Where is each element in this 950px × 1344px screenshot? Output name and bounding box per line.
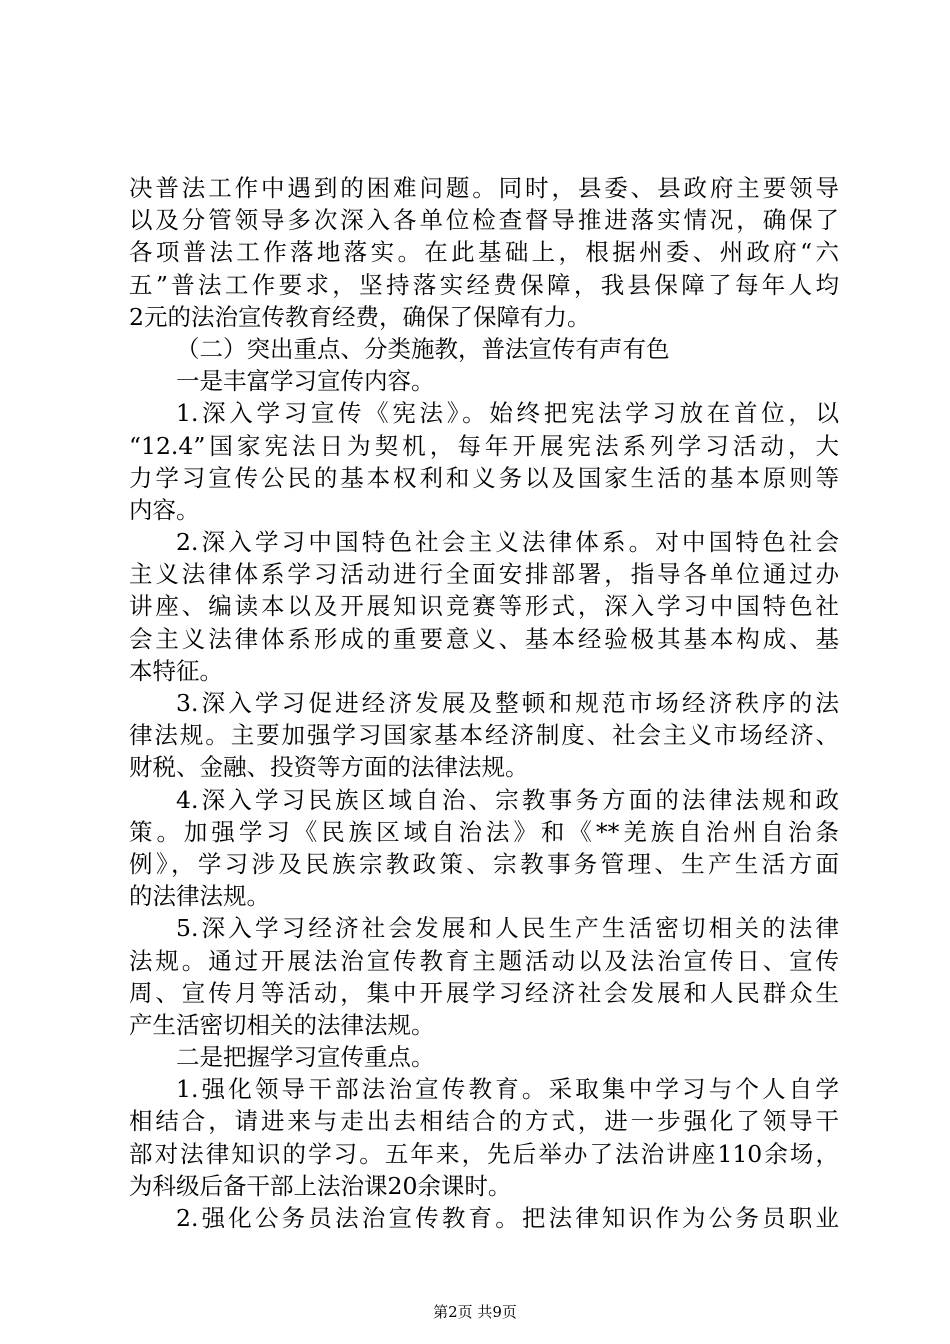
text-line: 本特征。 xyxy=(129,656,223,685)
text-line: （二）突出重点、分类施教，普法宣传有声有色 xyxy=(176,334,670,363)
text-line: 财税、金融、投资等方面的法律法规。 xyxy=(129,753,529,782)
text-line: 五”普法工作要求，坚持落实经费保障，我县保障了每年人均 xyxy=(129,270,839,299)
text-line: 主义法律体系学习活动进行全面安排部署，指导各单位通过办 xyxy=(129,560,839,589)
text-line: 各项普法工作落地落实。在此基础上，根据州委、州政府“六 xyxy=(129,238,839,267)
text-line: 部对法律知识的学习。五年来，先后举办了法治讲座110余场， xyxy=(129,1139,839,1168)
text-line: 的法律法规。 xyxy=(129,882,270,911)
text-line: 5.深入学习经济社会发展和人民生产生活密切相关的法律 xyxy=(176,914,839,943)
text-line: 2.深入学习中国特色社会主义法律体系。对中国特色社会 xyxy=(176,528,839,557)
document-body xyxy=(129,172,839,1234)
text-line: 4.深入学习民族区域自治、宗教事务方面的法律法规和政 xyxy=(176,785,839,814)
text-line: 律法规。主要加强学习国家基本经济制度、社会主义市场经济、 xyxy=(129,721,839,750)
text-line: 3.深入学习促进经济发展及整顿和规范市场经济秩序的法 xyxy=(176,689,839,717)
text-line: 周、宣传月等活动，集中开展学习经济社会发展和人民群众生 xyxy=(129,978,839,1007)
text-line: 1.强化领导干部法治宣传教育。采取集中学习与个人自学 xyxy=(176,1075,839,1104)
text-line: 讲座、编读本以及开展知识竞赛等形式，深入学习中国特色社 xyxy=(129,592,839,621)
text-line: 策。加强学习《民族区域自治法》和《**羌族自治州自治条 xyxy=(129,817,839,846)
text-line: 以及分管领导多次深入各单位检查督导推进落实情况，确保了 xyxy=(129,206,839,235)
text-line: 内容。 xyxy=(129,495,200,524)
text-line: 2元的法治宣传教育经费，确保了保障有力。 xyxy=(129,302,591,331)
text-line: 相结合，请进来与走出去相结合的方式，进一步强化了领导干 xyxy=(129,1107,839,1136)
text-line: 力学习宣传公民的基本权利和义务以及国家生活的基本原则等 xyxy=(129,463,839,492)
text-line: 1.深入学习宣传《宪法》。始终把宪法学习放在首位，以 xyxy=(176,399,839,428)
text-line: “12.4”国家宪法日为契机，每年开展宪法系列学习活动，大 xyxy=(129,431,839,460)
text-line: 会主义法律体系形成的重要意义、基本经验极其基本构成、基 xyxy=(129,624,839,653)
text-line: 2.强化公务员法治宣传教育。把法律知识作为公务员职业 xyxy=(176,1204,839,1232)
page-footer: 第2页 共9页 xyxy=(433,1303,517,1321)
text-line: 例》，学习涉及民族宗教政策、宗教事务管理、生产生活方面 xyxy=(129,849,839,878)
text-line: 二是把握学习宣传重点。 xyxy=(176,1043,435,1072)
text-line: 法规。通过开展法治宣传教育主题活动以及法治宣传日、宣传 xyxy=(129,946,839,975)
text-line: 决普法工作中遇到的困难问题。同时，县委、县政府主要领导 xyxy=(129,174,839,202)
text-line: 为科级后备干部上法治课20余课时。 xyxy=(129,1171,512,1200)
text-line: 产生活密切相关的法律法规。 xyxy=(129,1010,435,1039)
text-line: 一是丰富学习宣传内容。 xyxy=(176,367,435,396)
